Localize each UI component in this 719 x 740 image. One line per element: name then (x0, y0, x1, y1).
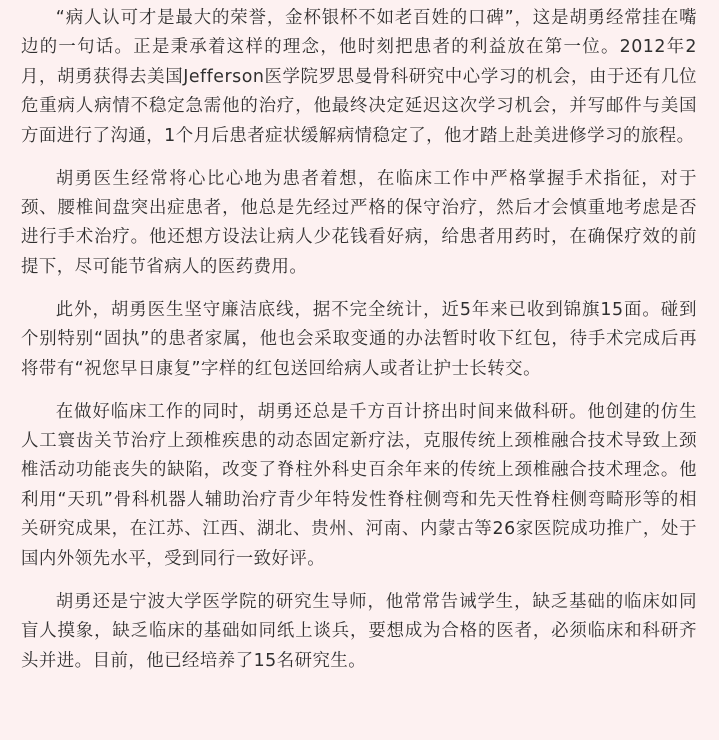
article-paragraph-1: “病人认可才是最大的荣誉，金杯银杯不如老百姓的口碑”，这是胡勇经常挂在嘴边的一句话。正是秉承着这样的理念，他时刻把患者的利益放在第一位。2012年2月，胡勇获得去美国Jefferson医学院罗思曼骨科研究中心学习的机会，由于还有几位危重病人病情不稳定急需他的治疗，他最终决定延迟这次学习机会，并写邮件与美国方面进行了沟通，1个月后患者症状缓解病情稳定了，他才踏上赴美进修学习的旅程。 (21, 8, 697, 146)
article-paragraph-3: 此外，胡勇医生坚守廉洁底线，据不完全统计，近5年来已收到锦旗15面。碰到个别特别“固执”的患者家属，他也会采取变通的办法暂时收下红包，待手术完成后再将带有“祝您早日康复”字样的红包送回给病人或者让护士长转交。 (21, 299, 697, 379)
article-paragraph-4: 在做好临床工作的同时，胡勇还总是千方百计挤出时间来做科研。他创建的仿生人工寰齿关节治疗上颈椎疾患的动态固定新疗法，克服传统上颈椎融合技术导致上颈椎活动功能丧失的缺陷，改变了脊柱外科史百余年来的传统上颈椎融合技术理念。他利用“天玑”骨科机器人辅助治疗青少年特发性脊柱侧弯和先天性脊柱侧弯畸形等的相关研究成果，在江苏、江西、湖北、贵州、河南、内蒙古等26家医院成功推广，处于国内外领先水平，受到同行一致好评。 (21, 401, 697, 569)
article-paragraph-5: 胡勇还是宁波大学医学院的研究生导师，他常常告诫学生，缺乏基础的临床如同盲人摸象，缺乏临床的基础如同纸上谈兵，要想成为合格的医者，必须临床和科研齐头并进。目前，他已经培养了15名研究生。 (21, 591, 697, 671)
article-paragraph-2: 胡勇医生经常将心比心地为患者着想，在临床工作中严格掌握手术指征，对于颈、腰椎间盘突出症患者，他总是先经过严格的保守治疗，然后才会慎重地考虑是否进行手术治疗。他还想方设法让病人少花钱看好病，给患者用药时，在确保疗效的前提下，尽可能节省病人的医药费用。 (21, 168, 697, 277)
